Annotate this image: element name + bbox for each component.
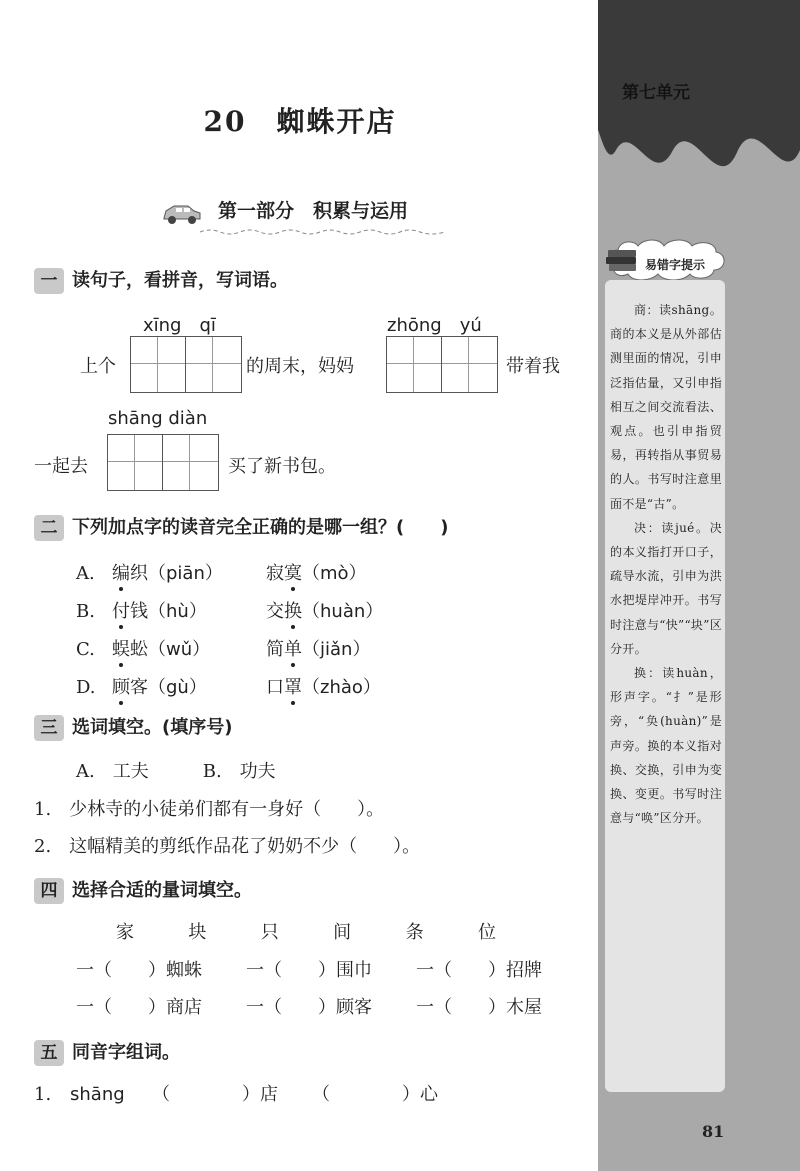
blank-item[interactable]: 一（ ）木屋	[416, 997, 542, 1018]
q1-text: 上个	[80, 356, 116, 377]
q2-badge: 二	[34, 515, 64, 541]
page-number: 81	[702, 1122, 725, 1141]
q1-title: 读句子，看拼音，写词语。	[72, 270, 288, 291]
grid-cell[interactable]	[186, 337, 241, 392]
blank-item[interactable]: （ ）店	[152, 1084, 278, 1105]
option-row[interactable]: A. 编织（piān） 寂寞（mò）	[76, 563, 367, 584]
q3-sentence-1[interactable]: 1. 少林寺的小徒弟们都有一身好（ ）。	[34, 799, 385, 820]
word: 条	[405, 922, 424, 943]
q1-pinyin-2: zhōng yú	[387, 315, 482, 336]
part-title: 第一部分 积累与运用	[218, 200, 409, 222]
writing-grid-2[interactable]	[386, 336, 498, 393]
blank-item[interactable]: 一（ ）招牌	[416, 960, 542, 981]
q4-heading	[34, 876, 252, 904]
q5-line-1: 1. shāng （ ）店 （ ）心	[34, 1080, 438, 1106]
q5-heading	[34, 1038, 180, 1066]
books-icon	[606, 250, 636, 271]
q3-title: 选词填空。(填序号)	[72, 717, 233, 738]
q1-pinyin-3: shāng diàn	[108, 408, 208, 429]
blank-item[interactable]: 一（ ）围巾	[246, 960, 372, 981]
word: 间	[333, 922, 352, 943]
q5-title: 同音字组词。	[72, 1042, 180, 1063]
q1-text: 的周末，妈妈	[246, 356, 354, 377]
q1-heading	[34, 266, 288, 294]
q4-badge: 四	[34, 878, 64, 904]
q4-row	[76, 993, 542, 1019]
q3-choices: A. 工夫 B. 功夫	[76, 761, 276, 782]
tip-text	[610, 298, 722, 830]
q3-heading	[34, 713, 232, 741]
writing-grid-1[interactable]	[130, 336, 242, 393]
tip-paragraph: 决：读jué。决的本义指打开口子，疏导水流，引申为洪水把堤岸冲开。书写时注意与“快”“块”区分开。	[610, 520, 722, 656]
blank-item[interactable]: 一（ ）商店	[76, 997, 202, 1018]
option-row[interactable]: D. 顾客（gù） 口罩（zhào）	[76, 677, 381, 698]
title-underline	[200, 228, 445, 236]
q4-title: 选择合适的量词填空。	[72, 880, 252, 901]
q4-word-bank	[116, 918, 496, 944]
grid-cell[interactable]	[163, 435, 218, 490]
q4-row	[76, 956, 542, 982]
q5-badge: 五	[34, 1040, 64, 1066]
option-row[interactable]: B. 付钱（hù） 交换（huàn）	[76, 601, 384, 622]
q1-text: 买了新书包。	[228, 456, 336, 477]
word: 位	[477, 922, 496, 943]
grid-cell[interactable]	[131, 337, 186, 392]
blank-item[interactable]: （ ）心	[312, 1084, 438, 1105]
grid-cell[interactable]	[108, 435, 163, 490]
lesson-title: 20 蜘蛛开店	[203, 105, 397, 138]
writing-grid-3[interactable]	[107, 434, 219, 491]
q2-title: 下列加点字的读音完全正确的是哪一组？( )	[72, 517, 449, 538]
q1-badge: 一	[34, 268, 64, 294]
car-icon	[160, 200, 204, 226]
word: 只	[260, 922, 279, 943]
tip-paragraph: 商：读shāng。商的本义是从外部估测里面的情况，引申泛指估量，又引申指相互之间交流看法、观点。也引申指贸易，再转指从事贸易的人。书写时注意里面不是“古”。	[610, 303, 722, 511]
word: 家	[116, 922, 134, 943]
q1-text: 带着我	[506, 356, 560, 377]
q3-badge: 三	[34, 715, 64, 741]
q3-sentence-2[interactable]: 2. 这幅精美的剪纸作品花了奶奶不少（ ）。	[34, 836, 421, 857]
option-row[interactable]: C. 蜈蚣（wǔ） 简单（jiǎn）	[76, 639, 371, 660]
grid-cell[interactable]	[387, 337, 442, 392]
blank-item[interactable]: 一（ ）蜘蛛	[76, 960, 202, 981]
q2-options	[76, 555, 383, 707]
unit-label: 第七单元	[622, 83, 690, 103]
grid-cell[interactable]	[442, 337, 497, 392]
tip-header-title: 易错字提示	[645, 258, 706, 272]
q2-heading	[34, 513, 448, 541]
q1-pinyin-1: xīng qī	[143, 315, 216, 336]
tip-paragraph: 换：读huàn，形声字。“扌”是形旁，“奂(huàn)”是声旁。换的本义指对换、交换，引申为变换、变更。书写时注意与“唤”区分开。	[610, 666, 722, 826]
q1-text: 一起去	[34, 456, 88, 477]
blank-item[interactable]: 一（ ）顾客	[246, 997, 372, 1018]
word: 块	[188, 922, 207, 943]
